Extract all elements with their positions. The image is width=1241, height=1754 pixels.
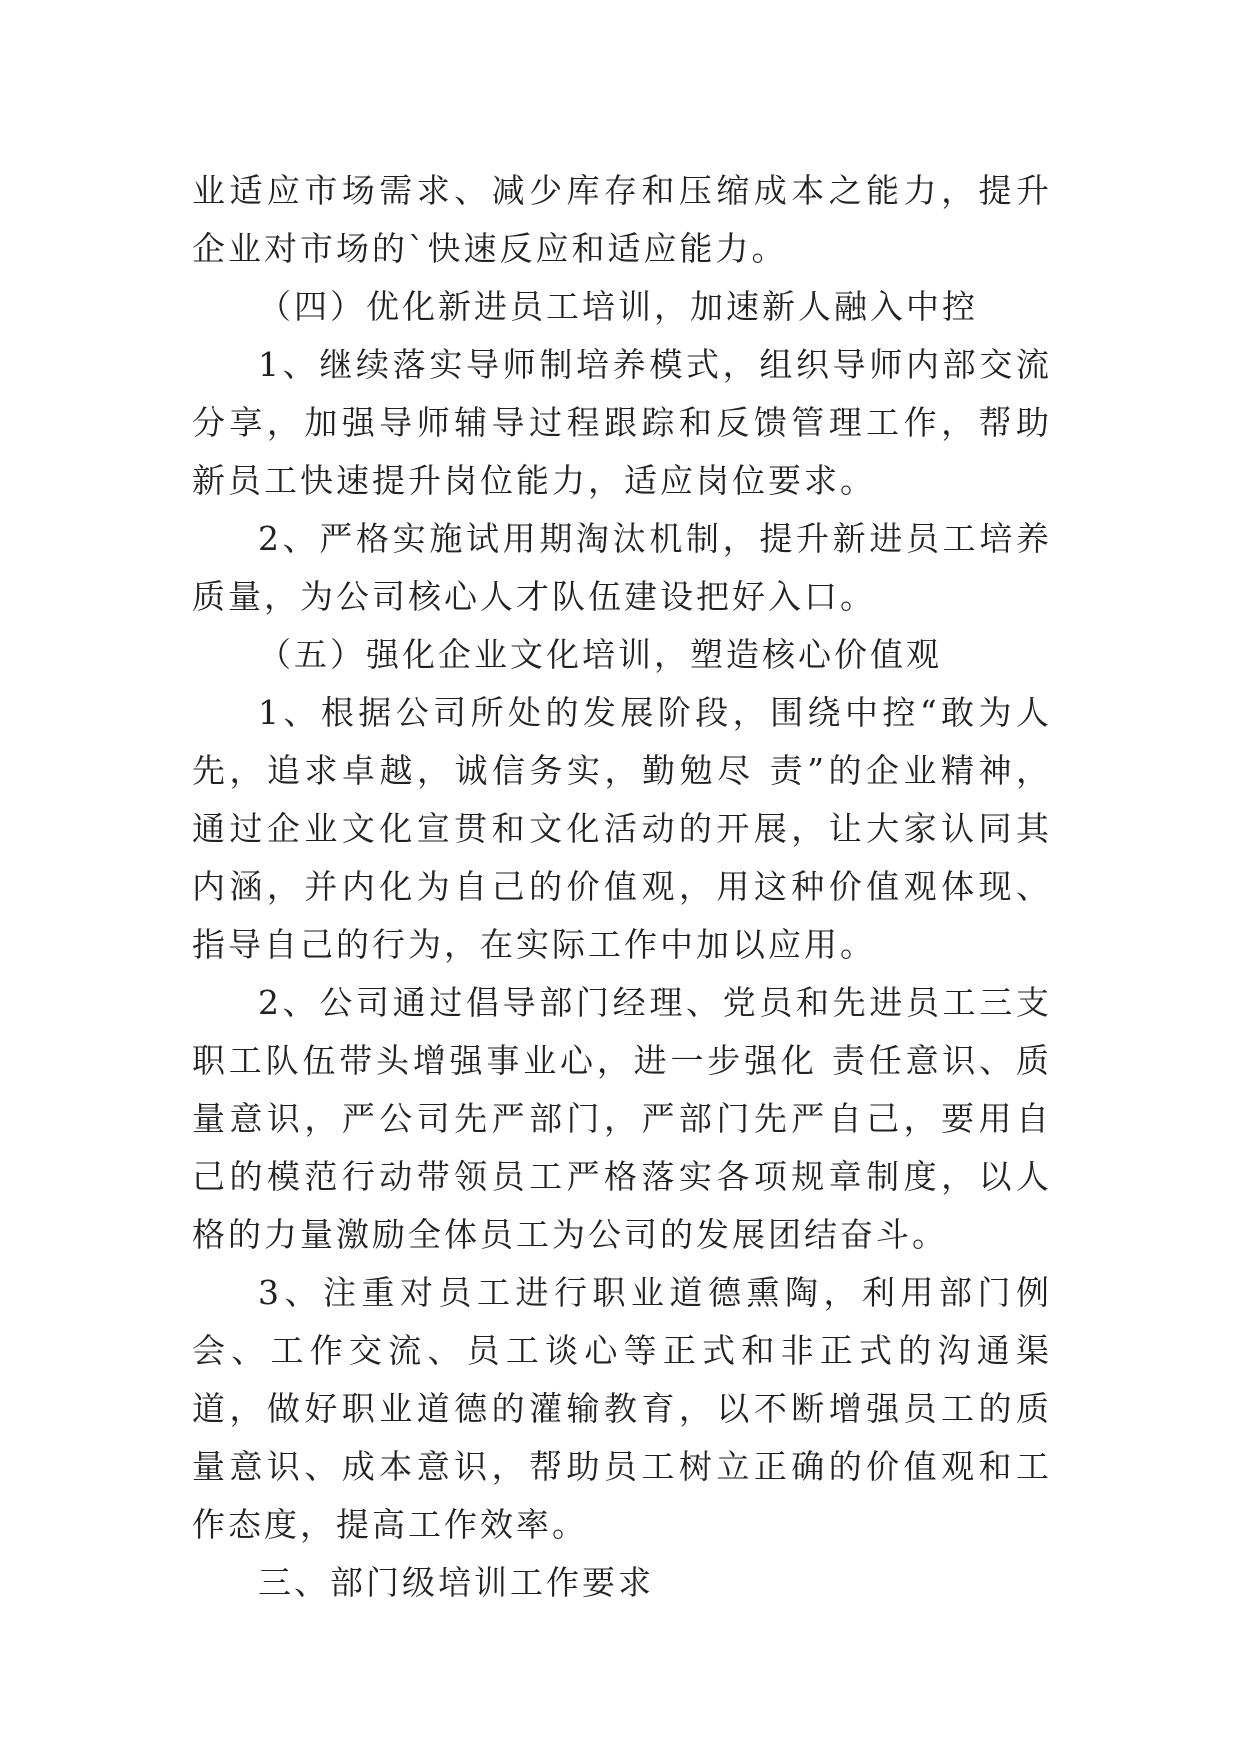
section-heading-4: （四）优化新进员工培训，加速新人融入中控 xyxy=(258,287,978,326)
section-heading-5: （五）强化企业文化培训，塑造核心价值观 xyxy=(258,635,942,674)
section-heading-3: 三、部门级培训工作要求 xyxy=(258,1563,654,1602)
document-body xyxy=(192,162,1052,1612)
paragraph-ethics: 3、注重对员工进行职业道德熏陶，利用部门例会、工作交流、员工谈心等正式和非正式的沟通渠道，做好职业道德的灌输教育，以不断增强员工的质量意识、成本意识，帮助员工树立正确的价值观和工作态度，提高工作效率。 xyxy=(192,1273,1052,1544)
paragraph-corporate-spirit: 1、根据公司所处的发展阶段，围绕中控“敢为人先，追求卓越，诚信务实，勤勉尽 责”的企业精神，通过企业文化宣贯和文化活动的开展，让大家认同其内涵，并内化为自己的价值观，用这种价值观体现、指导自己的行为，在实际工作中加以应用。 xyxy=(192,693,1052,964)
paragraph-leadership: 2、公司通过倡导部门经理、党员和先进员工三支职工队伍带头增强事业心，进一步强化 责任意识、质量意识，严公司先严部门，严部门先严自己，要用自己的模范行动带领员工严格落实各项规章制度，以人格的力量激励全体员工为公司的发展团结奋斗。 xyxy=(192,983,1052,1254)
paragraph-mentor-system: 1、继续落实导师制培养模式，组织导师内部交流分享，加强导师辅导过程跟踪和反馈管理工作，帮助新员工快速提升岗位能力，适应岗位要求。 xyxy=(192,345,1052,500)
paragraph-probation: 2、严格实施试用期淘汰机制，提升新进员工培养质量，为公司核心人才队伍建设把好入口。 xyxy=(192,519,1052,616)
paragraph-continuation: 业适应市场需求、减少库存和压缩成本之能力，提升企业对市场的`快速反应和适应能力。 xyxy=(192,171,1052,268)
